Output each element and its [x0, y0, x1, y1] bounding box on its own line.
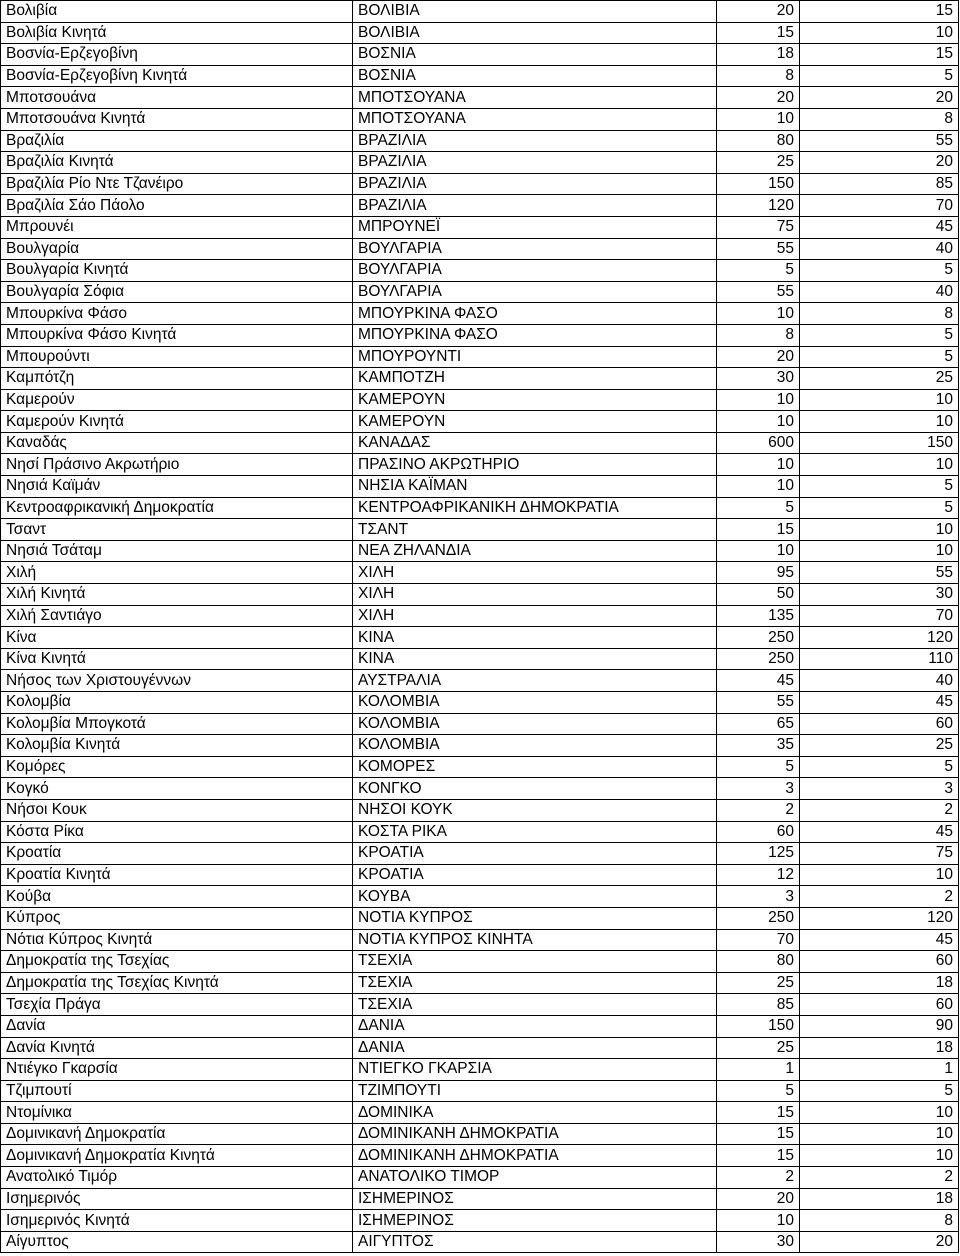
value-1-cell: 20 [717, 87, 800, 109]
destination-cell: Κίνα Κινητά [1, 648, 353, 670]
value-1-cell: 10 [717, 389, 800, 411]
value-2-cell: 10 [800, 519, 959, 541]
value-1-cell: 60 [717, 821, 800, 843]
destination-cell: Καναδάς [1, 432, 353, 454]
value-2-cell: 2 [800, 799, 959, 821]
table-row [1, 907, 959, 929]
value-2-cell: 60 [800, 713, 959, 735]
value-1-cell: 2 [717, 1167, 800, 1189]
value-1-cell: 250 [717, 907, 800, 929]
value-1-cell: 135 [717, 605, 800, 627]
value-1-cell: 55 [717, 692, 800, 714]
value-1-cell: 10 [717, 303, 800, 325]
destination-cell: Δανία [1, 1015, 353, 1037]
value-1-cell: 25 [717, 152, 800, 174]
table-row [1, 303, 959, 325]
value-2-cell: 45 [800, 821, 959, 843]
value-2-cell: 70 [800, 605, 959, 627]
table-row [1, 713, 959, 735]
table-row [1, 65, 959, 87]
table-row [1, 346, 959, 368]
value-1-cell: 95 [717, 562, 800, 584]
value-1-cell: 85 [717, 994, 800, 1016]
destination-cell: Βραζιλία Ρίο Ντε Τζανέιρο [1, 173, 353, 195]
value-1-cell: 70 [717, 929, 800, 951]
value-2-cell: 10 [800, 22, 959, 44]
value-2-cell: 5 [800, 1080, 959, 1102]
country-cell: ΤΖΙΜΠΟΥΤΙ [353, 1080, 717, 1102]
value-1-cell: 8 [717, 324, 800, 346]
value-1-cell: 3 [717, 778, 800, 800]
destination-cell: Ντιέγκο Γκαρσία [1, 1059, 353, 1081]
destination-cell: Βουλγαρία Κινητά [1, 260, 353, 282]
table-row [1, 843, 959, 865]
value-2-cell: 18 [800, 1188, 959, 1210]
value-2-cell: 10 [800, 864, 959, 886]
country-cell: ΝΕΑ ΖΗΛΑΝΔΙΑ [353, 540, 717, 562]
country-cell: ΤΣΕΧΙΑ [353, 972, 717, 994]
value-2-cell: 55 [800, 130, 959, 152]
country-cell: ΙΣΗΜΕΡΙΝΟΣ [353, 1210, 717, 1232]
table-row [1, 432, 959, 454]
table-row [1, 238, 959, 260]
table-row [1, 22, 959, 44]
value-2-cell: 45 [800, 692, 959, 714]
value-1-cell: 75 [717, 216, 800, 238]
rates-table-body [1, 1, 959, 1253]
country-cell: ΧΙΛΗ [353, 605, 717, 627]
country-cell: ΝΗΣΟΙ ΚΟΥΚ [353, 799, 717, 821]
country-cell: ΔΟΜΙΝΙΚΑΝΗ ΔΗΜΟΚΡΑΤΙΑ [353, 1123, 717, 1145]
value-1-cell: 20 [717, 1188, 800, 1210]
table-row [1, 821, 959, 843]
country-cell: ΒΟΥΛΓΑΡΙΑ [353, 238, 717, 260]
country-cell: ΜΠΟΥΡΚΙΝΑ ΦΑΣΟ [353, 324, 717, 346]
destination-cell: Χιλή Κινητά [1, 584, 353, 606]
destination-cell: Δημοκρατία της Τσεχίας Κινητά [1, 972, 353, 994]
country-cell: ΒΟΥΛΓΑΡΙΑ [353, 281, 717, 303]
table-row [1, 87, 959, 109]
country-cell: ΚΟΣΤΑ ΡΙΚΑ [353, 821, 717, 843]
table-row [1, 324, 959, 346]
table-row [1, 799, 959, 821]
table-row [1, 584, 959, 606]
table-row [1, 540, 959, 562]
country-cell: ΒΡΑΖΙΛΙΑ [353, 130, 717, 152]
table-row [1, 389, 959, 411]
value-1-cell: 1 [717, 1059, 800, 1081]
destination-cell: Βραζιλία Σάο Πάολο [1, 195, 353, 217]
country-cell: ΒΟΣΝΙΑ [353, 65, 717, 87]
destination-cell: Καμπότζη [1, 368, 353, 390]
table-row [1, 972, 959, 994]
value-1-cell: 5 [717, 497, 800, 519]
value-2-cell: 25 [800, 368, 959, 390]
value-1-cell: 30 [717, 1231, 800, 1253]
table-row [1, 1080, 959, 1102]
value-2-cell: 10 [800, 454, 959, 476]
value-2-cell: 25 [800, 735, 959, 757]
country-cell: ΔΟΜΙΝΙΚΑΝΗ ΔΗΜΟΚΡΑΤΙΑ [353, 1145, 717, 1167]
destination-cell: Κροατία Κινητά [1, 864, 353, 886]
destination-cell: Κομόρες [1, 756, 353, 778]
value-2-cell: 10 [800, 1123, 959, 1145]
value-1-cell: 18 [717, 44, 800, 66]
country-cell: ΙΣΗΜΕΡΙΝΟΣ [353, 1188, 717, 1210]
value-2-cell: 15 [800, 44, 959, 66]
destination-cell: Νησιά Τσάταμ [1, 540, 353, 562]
table-row [1, 929, 959, 951]
country-cell: ΚΡΟΑΤΙΑ [353, 843, 717, 865]
country-cell: ΚΑΝΑΔΑΣ [353, 432, 717, 454]
value-2-cell: 10 [800, 411, 959, 433]
destination-cell: Ισημερινός [1, 1188, 353, 1210]
destination-cell: Κίνα [1, 627, 353, 649]
destination-cell: Κολομβία Κινητά [1, 735, 353, 757]
value-2-cell: 5 [800, 324, 959, 346]
value-2-cell: 45 [800, 216, 959, 238]
destination-cell: Μποτσουάνα [1, 87, 353, 109]
value-1-cell: 5 [717, 756, 800, 778]
value-1-cell: 15 [717, 1102, 800, 1124]
table-row [1, 1188, 959, 1210]
country-cell: ΚΟΜΟΡΕΣ [353, 756, 717, 778]
destination-cell: Αίγυπτος [1, 1231, 353, 1253]
destination-cell: Νήσος των Χριστουγέννων [1, 670, 353, 692]
table-row [1, 778, 959, 800]
value-1-cell: 15 [717, 519, 800, 541]
destination-cell: Χιλή [1, 562, 353, 584]
value-2-cell: 5 [800, 346, 959, 368]
value-1-cell: 10 [717, 540, 800, 562]
table-row [1, 497, 959, 519]
value-2-cell: 70 [800, 195, 959, 217]
table-row [1, 994, 959, 1016]
value-1-cell: 15 [717, 1145, 800, 1167]
destination-cell: Βραζιλία [1, 130, 353, 152]
value-2-cell: 30 [800, 584, 959, 606]
country-cell: ΜΠΟΥΡΟΥΝΤΙ [353, 346, 717, 368]
table-row [1, 1, 959, 23]
country-cell: ΚΟΛΟΜΒΙΑ [353, 735, 717, 757]
country-cell: ΚΙΝΑ [353, 627, 717, 649]
value-1-cell: 10 [717, 476, 800, 498]
value-2-cell: 120 [800, 907, 959, 929]
value-2-cell: 40 [800, 281, 959, 303]
destination-cell: Δανία Κινητά [1, 1037, 353, 1059]
country-cell: ΚΑΜΠΟΤΖΗ [353, 368, 717, 390]
value-2-cell: 75 [800, 843, 959, 865]
table-row [1, 1231, 959, 1253]
destination-cell: Κροατία [1, 843, 353, 865]
value-2-cell: 120 [800, 627, 959, 649]
country-cell: ΜΠΡΟΥΝΕΪ [353, 216, 717, 238]
value-2-cell: 18 [800, 972, 959, 994]
country-cell: ΝΟΤΙΑ ΚΥΠΡΟΣ [353, 907, 717, 929]
country-cell: ΑΙΓΥΠΤΟΣ [353, 1231, 717, 1253]
destination-cell: Κύπρος [1, 907, 353, 929]
country-cell: ΔΟΜΙΝΙΚΑ [353, 1102, 717, 1124]
value-1-cell: 30 [717, 368, 800, 390]
country-cell: ΝΗΣΙΑ ΚΑΪΜΑΝ [353, 476, 717, 498]
destination-cell: Βολιβία [1, 1, 353, 23]
country-cell: ΚΟΝΓΚΟ [353, 778, 717, 800]
value-1-cell: 55 [717, 238, 800, 260]
destination-cell: Κογκό [1, 778, 353, 800]
table-row [1, 454, 959, 476]
value-1-cell: 25 [717, 972, 800, 994]
value-2-cell: 45 [800, 929, 959, 951]
destination-cell: Δομινικανή Δημοκρατία [1, 1123, 353, 1145]
destination-cell: Κούβα [1, 886, 353, 908]
value-2-cell: 5 [800, 476, 959, 498]
destination-cell: Μπουρκίνα Φάσο Κινητά [1, 324, 353, 346]
table-row [1, 411, 959, 433]
value-2-cell: 60 [800, 994, 959, 1016]
value-1-cell: 2 [717, 799, 800, 821]
value-1-cell: 10 [717, 411, 800, 433]
destination-cell: Βουλγαρία Σόφια [1, 281, 353, 303]
value-2-cell: 10 [800, 389, 959, 411]
table-row [1, 605, 959, 627]
value-2-cell: 10 [800, 1102, 959, 1124]
value-2-cell: 20 [800, 1231, 959, 1253]
destination-cell: Καμερούν [1, 389, 353, 411]
country-cell: ΚΟΛΟΜΒΙΑ [353, 692, 717, 714]
value-2-cell: 2 [800, 1167, 959, 1189]
country-cell: ΜΠΟΤΣΟΥΑΝΑ [353, 87, 717, 109]
destination-cell: Τσεχία Πράγα [1, 994, 353, 1016]
value-1-cell: 45 [717, 670, 800, 692]
value-2-cell: 5 [800, 260, 959, 282]
destination-cell: Κόστα Ρίκα [1, 821, 353, 843]
table-row [1, 627, 959, 649]
value-1-cell: 250 [717, 648, 800, 670]
destination-cell: Μποτσουάνα Κινητά [1, 108, 353, 130]
value-2-cell: 20 [800, 152, 959, 174]
destination-cell: Νότια Κύπρος Κινητά [1, 929, 353, 951]
value-1-cell: 10 [717, 1210, 800, 1232]
country-cell: ΑΝΑΤΟΛΙΚΟ ΤΙΜΟΡ [353, 1167, 717, 1189]
value-1-cell: 80 [717, 130, 800, 152]
value-1-cell: 150 [717, 1015, 800, 1037]
destination-cell: Μπουρούντι [1, 346, 353, 368]
table-row [1, 1145, 959, 1167]
value-1-cell: 50 [717, 584, 800, 606]
table-row [1, 648, 959, 670]
destination-cell: Νησί Πράσινο Ακρωτήριο [1, 454, 353, 476]
table-row [1, 152, 959, 174]
country-cell: ΑΥΣΤΡΑΛΙΑ [353, 670, 717, 692]
value-1-cell: 20 [717, 1, 800, 23]
value-2-cell: 150 [800, 432, 959, 454]
destination-cell: Τσαντ [1, 519, 353, 541]
destination-cell: Ντομίνικα [1, 1102, 353, 1124]
value-2-cell: 5 [800, 756, 959, 778]
value-1-cell: 65 [717, 713, 800, 735]
destination-cell: Βοσνία-Ερζεγοβίνη [1, 44, 353, 66]
value-2-cell: 55 [800, 562, 959, 584]
destination-cell: Χιλή Σαντιάγο [1, 605, 353, 627]
value-1-cell: 15 [717, 1123, 800, 1145]
table-row [1, 951, 959, 973]
value-1-cell: 10 [717, 454, 800, 476]
country-cell: ΠΡΑΣΙΝΟ ΑΚΡΩΤΗΡΙΟ [353, 454, 717, 476]
table-row [1, 1015, 959, 1037]
country-cell: ΚΕΝΤΡΟΑΦΡΙΚΑΝΙΚΗ ΔΗΜΟΚΡΑΤΙΑ [353, 497, 717, 519]
country-cell: ΔΑΝΙΑ [353, 1015, 717, 1037]
destination-cell: Κολομβία [1, 692, 353, 714]
destination-cell: Δημοκρατία της Τσεχίας [1, 951, 353, 973]
value-2-cell: 40 [800, 670, 959, 692]
country-cell: ΚΑΜΕΡΟΥΝ [353, 411, 717, 433]
table-row [1, 195, 959, 217]
value-1-cell: 5 [717, 1080, 800, 1102]
country-cell: ΧΙΛΗ [353, 584, 717, 606]
value-2-cell: 90 [800, 1015, 959, 1037]
country-cell: ΚΑΜΕΡΟΥΝ [353, 389, 717, 411]
country-cell: ΚΙΝΑ [353, 648, 717, 670]
value-1-cell: 600 [717, 432, 800, 454]
table-row [1, 368, 959, 390]
country-cell: ΧΙΛΗ [353, 562, 717, 584]
country-cell: ΜΠΟΤΣΟΥΑΝΑ [353, 108, 717, 130]
country-cell: ΒΡΑΖΙΛΙΑ [353, 152, 717, 174]
value-1-cell: 120 [717, 195, 800, 217]
destination-cell: Κολομβία Μπογκοτά [1, 713, 353, 735]
value-2-cell: 10 [800, 1145, 959, 1167]
destination-cell: Δομινικανή Δημοκρατία Κινητά [1, 1145, 353, 1167]
table-row [1, 735, 959, 757]
value-2-cell: 15 [800, 1, 959, 23]
table-row [1, 216, 959, 238]
country-cell: ΚΟΥΒΑ [353, 886, 717, 908]
value-1-cell: 125 [717, 843, 800, 865]
country-cell: ΤΣΕΧΙΑ [353, 951, 717, 973]
value-1-cell: 15 [717, 22, 800, 44]
country-cell: ΚΟΛΟΜΒΙΑ [353, 713, 717, 735]
value-2-cell: 60 [800, 951, 959, 973]
value-1-cell: 10 [717, 108, 800, 130]
table-row [1, 886, 959, 908]
value-1-cell: 20 [717, 346, 800, 368]
country-cell: ΤΣΑΝΤ [353, 519, 717, 541]
table-row [1, 670, 959, 692]
country-cell: ΝΤΙΕΓΚΟ ΓΚΑΡΣΙΑ [353, 1059, 717, 1081]
country-cell: ΒΟΛΙΒΙΑ [353, 1, 717, 23]
destination-cell: Καμερούν Κινητά [1, 411, 353, 433]
table-row [1, 260, 959, 282]
value-1-cell: 3 [717, 886, 800, 908]
country-cell: ΝΟΤΙΑ ΚΥΠΡΟΣ ΚΙΝΗΤΑ [353, 929, 717, 951]
value-2-cell: 8 [800, 108, 959, 130]
value-2-cell: 40 [800, 238, 959, 260]
value-1-cell: 150 [717, 173, 800, 195]
destination-cell: Ανατολικό Τιμόρ [1, 1167, 353, 1189]
country-cell: ΒΟΛΙΒΙΑ [353, 22, 717, 44]
table-row [1, 1059, 959, 1081]
country-cell: ΒΡΑΖΙΛΙΑ [353, 195, 717, 217]
destination-cell: Βραζιλία Κινητά [1, 152, 353, 174]
country-cell: ΒΟΥΛΓΑΡΙΑ [353, 260, 717, 282]
table-row [1, 1102, 959, 1124]
table-row [1, 1037, 959, 1059]
value-2-cell: 85 [800, 173, 959, 195]
country-cell: ΒΡΑΖΙΛΙΑ [353, 173, 717, 195]
value-2-cell: 20 [800, 87, 959, 109]
value-2-cell: 10 [800, 540, 959, 562]
country-cell: ΜΠΟΥΡΚΙΝΑ ΦΑΣΟ [353, 303, 717, 325]
value-1-cell: 25 [717, 1037, 800, 1059]
value-2-cell: 110 [800, 648, 959, 670]
destination-cell: Τζιμπουτί [1, 1080, 353, 1102]
value-2-cell: 2 [800, 886, 959, 908]
value-2-cell: 1 [800, 1059, 959, 1081]
table-row [1, 130, 959, 152]
country-cell: ΒΟΣΝΙΑ [353, 44, 717, 66]
value-1-cell: 55 [717, 281, 800, 303]
destination-cell: Μπρουνέι [1, 216, 353, 238]
table-row [1, 864, 959, 886]
table-row [1, 562, 959, 584]
country-cell: ΔΑΝΙΑ [353, 1037, 717, 1059]
table-row [1, 108, 959, 130]
destination-cell: Βοσνία-Ερζεγοβίνη Κινητά [1, 65, 353, 87]
table-row [1, 1123, 959, 1145]
table-row [1, 476, 959, 498]
value-1-cell: 8 [717, 65, 800, 87]
value-2-cell: 5 [800, 497, 959, 519]
value-1-cell: 5 [717, 260, 800, 282]
table-row [1, 519, 959, 541]
value-2-cell: 8 [800, 303, 959, 325]
value-1-cell: 80 [717, 951, 800, 973]
table-row [1, 692, 959, 714]
value-2-cell: 18 [800, 1037, 959, 1059]
value-1-cell: 250 [717, 627, 800, 649]
destination-cell: Ισημερινός Κινητά [1, 1210, 353, 1232]
value-2-cell: 5 [800, 65, 959, 87]
table-row [1, 281, 959, 303]
value-1-cell: 12 [717, 864, 800, 886]
destination-cell: Μπουρκίνα Φάσο [1, 303, 353, 325]
table-row [1, 173, 959, 195]
value-1-cell: 35 [717, 735, 800, 757]
destination-cell: Κεντροαφρικανική Δημοκρατία [1, 497, 353, 519]
value-2-cell: 3 [800, 778, 959, 800]
table-row [1, 756, 959, 778]
country-cell: ΚΡΟΑΤΙΑ [353, 864, 717, 886]
table-row [1, 1210, 959, 1232]
table-row [1, 1167, 959, 1189]
table-row [1, 44, 959, 66]
country-cell: ΤΣΕΧΙΑ [353, 994, 717, 1016]
destination-cell: Βολιβία Κινητά [1, 22, 353, 44]
destination-cell: Νήσοι Κουκ [1, 799, 353, 821]
destination-cell: Βουλγαρία [1, 238, 353, 260]
value-2-cell: 8 [800, 1210, 959, 1232]
destination-cell: Νησιά Καϊμάν [1, 476, 353, 498]
